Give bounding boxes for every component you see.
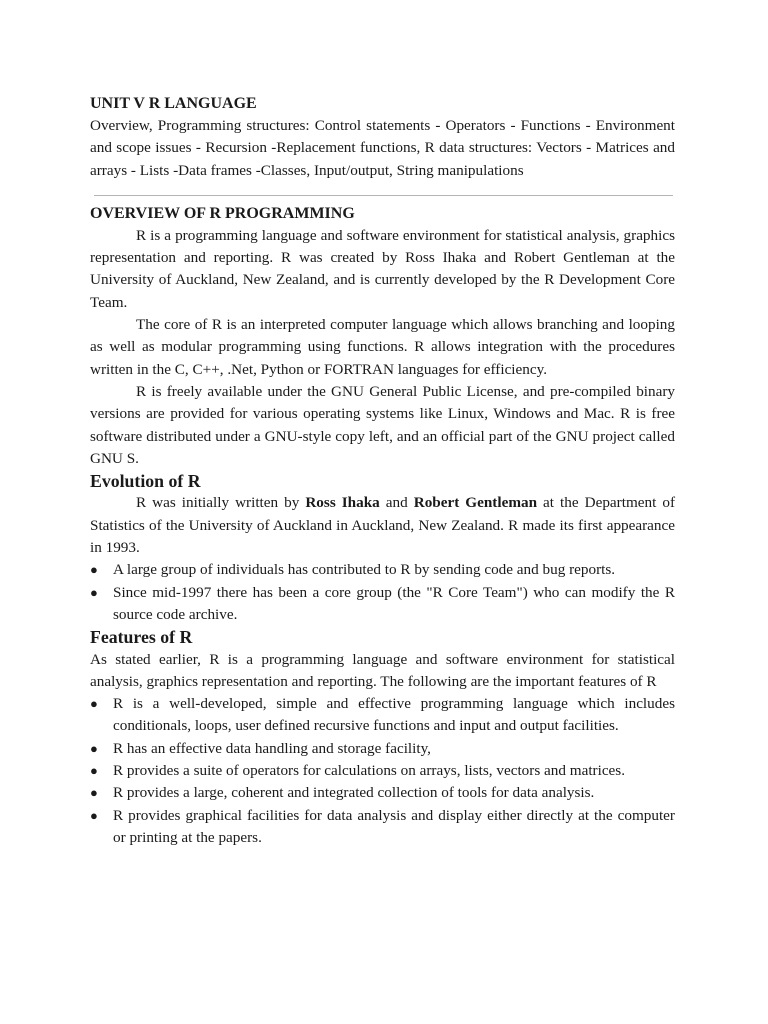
evolution-title: Evolution of R [90, 471, 201, 492]
list-item-text: A large group of individuals has contributed to R by sending code and bug reports. [113, 561, 616, 579]
unit-title: UNIT V R LANGUAGE [90, 95, 257, 112]
evolution-intro-before: R was initially written by [136, 494, 306, 512]
author-robert-gentleman: Robert Gentleman [413, 494, 538, 512]
overview-title: OVERVIEW OF R PROGRAMMING [90, 204, 355, 222]
list-item [90, 782, 675, 804]
list-item-text: R provides graphical facilities for data analysis and display either directly at the computer or printing at the papers. [113, 806, 675, 846]
evolution-intro-after: at the Department of Statistics of the University of Auckland in Auckland, New Zealand. R made its first appearance in 1993. [90, 494, 675, 557]
bullet-icon: ● [90, 740, 98, 756]
evolution-intro-and: and [379, 494, 414, 512]
overview-paragraph-1: R is a programming language and software environment for statistical analysis, graphics representation and reporting. R was created by Ross Ihaka and Robert Gentleman at the University of Auckland, New Zealand, and is currently developed by the R Development Core Team. [90, 226, 675, 311]
bullet-icon: ● [90, 562, 98, 578]
overview-paragraph-2: The core of R is an interpreted computer language which allows branching and looping as well as modular programming using functions. R allows integration with the procedures written in the C, C++, .Net, Python or FORTRAN languages for efficiency. [90, 316, 675, 378]
features-title: Features of R [90, 627, 193, 648]
list-item-text: R provides a large, coherent and integrated collection of tools for data analysis. [113, 784, 595, 802]
section-divider [94, 195, 673, 196]
bullet-icon: ● [90, 807, 98, 823]
list-item-text: R provides a suite of operators for calculations on arrays, lists, vectors and matrices. [113, 762, 626, 780]
list-item-text: R is a well-developed, simple and effective programming language which includes conditionals, loops, user defined recursive functions and input and output facilities. [113, 695, 675, 735]
list-item [90, 805, 675, 850]
bullet-icon: ● [90, 785, 98, 801]
unit-summary: Overview, Programming structures: Control statements - Operators - Functions - Environment and scope issues - Recursion -Replacement functions, R data structures: Vectors - Matrices and arrays - Lists -Data frames -Classes, Input/output, String manipulations [90, 117, 675, 179]
list-item [90, 693, 675, 738]
features-bullet-list [90, 693, 675, 849]
evolution-intro [90, 492, 675, 559]
evolution-bullet-list [90, 559, 675, 626]
list-item [90, 559, 675, 581]
bullet-icon: ● [90, 763, 98, 779]
overview-paragraph-3: R is freely available under the GNU General Public License, and pre-compiled binary versions are provided for various operating systems like Linux, Windows and Mac. R is free software distributed under a GNU-style copy left, and an official part of the GNU project called GNU S. [90, 382, 675, 467]
list-item-text: Since mid-1997 there has been a core group (the "R Core Team") who can modify the R source code archive. [113, 583, 675, 623]
list-item-text: R has an effective data handling and storage facility, [113, 739, 431, 757]
author-ross-ihaka: Ross Ihaka [305, 494, 380, 512]
list-item [90, 738, 675, 760]
bullet-icon: ● [90, 584, 98, 600]
document-page [90, 93, 675, 849]
list-item [90, 582, 675, 627]
bullet-icon: ● [90, 696, 98, 712]
list-item [90, 760, 675, 782]
features-intro: As stated earlier, R is a programming language and software environment for statistical analysis, graphics representation and reporting. The following are the important features of R [90, 650, 675, 690]
